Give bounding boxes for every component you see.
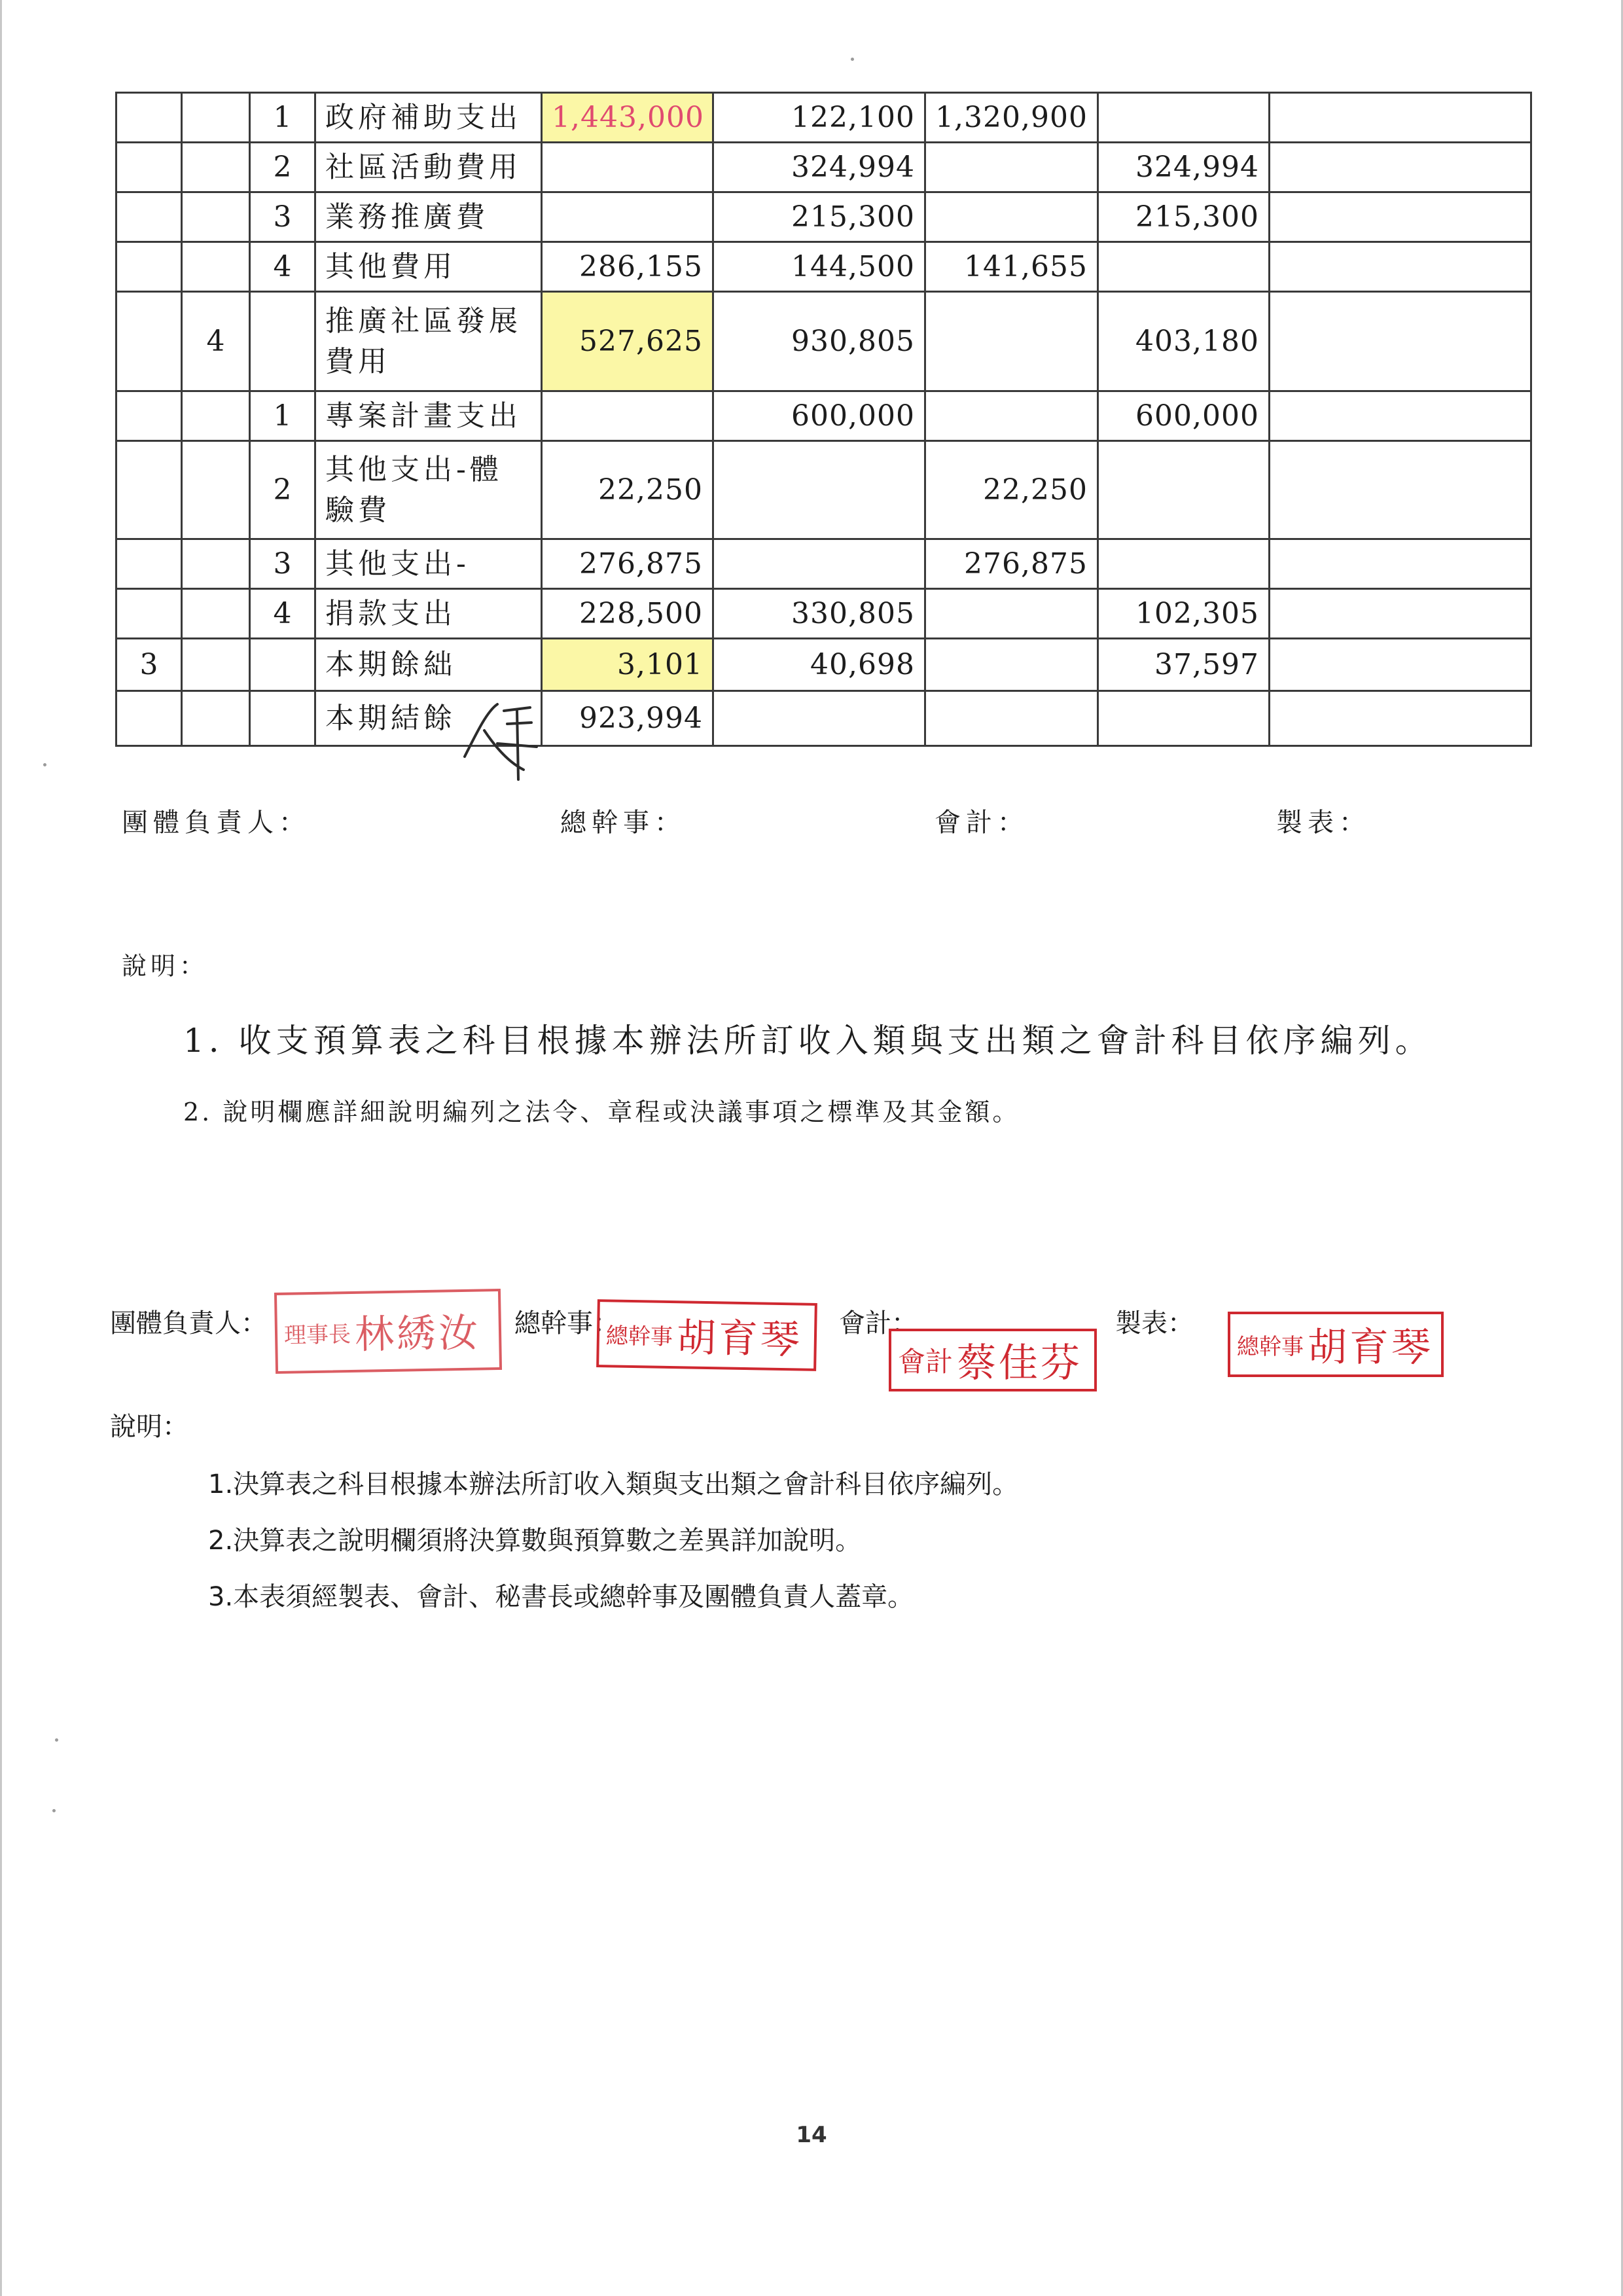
amount-cell-4	[1098, 242, 1270, 292]
amount-cell-1: 228,500	[542, 589, 713, 639]
note-1-item-2: 2. 說明欄應詳細說明編列之法令、章程或決議事項之標準及其金額。	[183, 1098, 1020, 1126]
notes-heading-2: 說明：	[110, 1412, 188, 1442]
note-2-item-2: 2.決算表之說明欄須將決算數與預算數之差異詳加說明。	[208, 1526, 862, 1556]
scan-speck	[52, 1809, 56, 1812]
stamp-name: 胡育琴	[676, 1315, 803, 1363]
level-2-cell	[182, 639, 250, 691]
stamp-role: 會計	[898, 1346, 954, 1378]
secretary-label-2: 總幹事：	[514, 1308, 619, 1338]
level-3-cell: 2	[250, 143, 315, 192]
secretary-label-1: 總幹事：	[560, 808, 686, 838]
remark-cell	[1270, 242, 1531, 292]
level-3-cell	[250, 639, 315, 691]
amount-cell-3: 141,655	[925, 242, 1098, 292]
remark-cell	[1270, 589, 1531, 639]
scan-speck	[55, 1738, 58, 1742]
note-2-item-1: 1.決算表之科目根據本辦法所訂收入類與支出類之會計科目依序編列。	[208, 1469, 1019, 1499]
table-row	[116, 391, 1531, 441]
scan-speck	[851, 58, 854, 61]
level-1-cell	[116, 143, 182, 192]
level-2-cell	[182, 539, 250, 589]
level-2-cell	[182, 143, 250, 192]
table-row	[116, 192, 1531, 242]
stamp-name: 胡育琴	[1308, 1325, 1433, 1371]
amount-cell-4	[1098, 93, 1270, 143]
remark-cell	[1270, 391, 1531, 441]
amount-cell-1: 22,250	[542, 441, 713, 539]
level-3-cell: 4	[250, 242, 315, 292]
amount-cell-1: 923,994	[542, 691, 713, 746]
amount-cell-3: 276,875	[925, 539, 1098, 589]
amount-cell-3	[925, 639, 1098, 691]
level-2-cell	[182, 589, 250, 639]
amount-cell-2: 324,994	[713, 143, 925, 192]
amount-cell-1: 276,875	[542, 539, 713, 589]
preparer-seal-stamp	[1228, 1312, 1444, 1377]
item-name-cell: 本期結餘	[315, 691, 542, 746]
stamp-name: 蔡佳芬	[957, 1340, 1083, 1386]
level-3-cell: 1	[250, 391, 315, 441]
table-row	[116, 539, 1531, 589]
table-row	[116, 93, 1531, 143]
amount-cell-1	[542, 143, 713, 192]
level-3-cell: 3	[250, 539, 315, 589]
level-1-cell	[116, 391, 182, 441]
table-row	[116, 242, 1531, 292]
amount-cell-1: 527,625	[542, 292, 713, 391]
table-row	[116, 639, 1531, 691]
stamp-name: 林綉汝	[354, 1310, 481, 1358]
amount-cell-1: 1,443,000	[542, 93, 713, 143]
amount-cell-4: 324,994	[1098, 143, 1270, 192]
level-2-cell	[182, 391, 250, 441]
level-3-cell: 1	[250, 93, 315, 143]
amount-cell-4	[1098, 441, 1270, 539]
amount-cell-3	[925, 691, 1098, 746]
level-1-cell: 3	[116, 639, 182, 691]
item-name-cell: 推廣社區發展費用	[315, 292, 542, 391]
table-row	[116, 441, 1531, 539]
amount-cell-3	[925, 143, 1098, 192]
level-1-cell	[116, 292, 182, 391]
level-3-cell: 2	[250, 441, 315, 539]
accountant-label-2: 會計：	[839, 1308, 918, 1338]
amount-cell-4	[1098, 539, 1270, 589]
level-1-cell	[116, 242, 182, 292]
level-1-cell	[116, 691, 182, 746]
table-row	[116, 691, 1531, 746]
remark-cell	[1270, 292, 1531, 391]
amount-cell-1	[542, 192, 713, 242]
accountant-seal-stamp	[889, 1329, 1097, 1391]
left-page-edge	[0, 0, 2, 2296]
accountant-label-1: 會計：	[935, 808, 1029, 838]
item-name-cell: 業務推廣費	[315, 192, 542, 242]
amount-cell-2: 215,300	[713, 192, 925, 242]
item-name-cell: 其他費用	[315, 242, 542, 292]
level-3-cell: 4	[250, 589, 315, 639]
level-1-cell	[116, 192, 182, 242]
remark-cell	[1270, 639, 1531, 691]
budget-table	[115, 92, 1532, 747]
item-name-cell: 政府補助支出	[315, 93, 542, 143]
amount-cell-4	[1098, 691, 1270, 746]
item-name-cell: 本期餘絀	[315, 639, 542, 691]
handwritten-mark	[458, 691, 543, 783]
amount-cell-2	[713, 539, 925, 589]
table-row	[116, 143, 1531, 192]
level-2-cell: 4	[182, 292, 250, 391]
level-2-cell	[182, 192, 250, 242]
item-name-cell: 社區活動費用	[315, 143, 542, 192]
amount-cell-3: 22,250	[925, 441, 1098, 539]
level-3-cell	[250, 292, 315, 391]
remark-cell	[1270, 192, 1531, 242]
amount-cell-3	[925, 292, 1098, 391]
stamp-role: 總幹事	[1237, 1333, 1304, 1360]
amount-cell-4: 403,180	[1098, 292, 1270, 391]
amount-cell-4: 102,305	[1098, 589, 1270, 639]
level-1-cell	[116, 93, 182, 143]
note-1-item-1: 1. 收支預算表之科目根據本辦法所訂收入類與支出類之會計科目依序編列。	[183, 1022, 1433, 1060]
table-row	[116, 292, 1531, 391]
page-number: 14	[796, 2122, 827, 2148]
amount-cell-2: 40,698	[713, 639, 925, 691]
item-name-cell: 其他支出-	[315, 539, 542, 589]
level-2-cell	[182, 242, 250, 292]
amount-cell-2	[713, 441, 925, 539]
remark-cell	[1270, 539, 1531, 589]
remark-cell	[1270, 691, 1531, 746]
amount-cell-2	[713, 691, 925, 746]
note-2-item-3: 3.本表須經製表、會計、秘書長或總幹事及團體負責人蓋章。	[208, 1582, 914, 1612]
amount-cell-1: 3,101	[542, 639, 713, 691]
scan-speck	[43, 763, 46, 766]
amount-cell-3	[925, 192, 1098, 242]
amount-cell-2: 600,000	[713, 391, 925, 441]
leader-label-1: 團體負責人：	[122, 808, 310, 838]
level-1-cell	[116, 441, 182, 539]
amount-cell-2: 930,805	[713, 292, 925, 391]
stamp-role: 理事長	[283, 1321, 351, 1349]
amount-cell-1: 286,155	[542, 242, 713, 292]
item-name-cell: 其他支出-體驗費	[315, 441, 542, 539]
amount-cell-4: 37,597	[1098, 639, 1270, 691]
notes-heading-1: 說明：	[122, 952, 209, 980]
amount-cell-2: 330,805	[713, 589, 925, 639]
level-3-cell: 3	[250, 192, 315, 242]
level-3-cell	[250, 691, 315, 746]
amount-cell-2: 122,100	[713, 93, 925, 143]
remark-cell	[1270, 93, 1531, 143]
level-1-cell	[116, 589, 182, 639]
amount-cell-1	[542, 391, 713, 441]
item-name-cell: 專案計畫支出	[315, 391, 542, 441]
remark-cell	[1270, 143, 1531, 192]
amount-cell-3	[925, 391, 1098, 441]
amount-cell-2: 144,500	[713, 242, 925, 292]
amount-cell-3	[925, 589, 1098, 639]
preparer-label-1: 製表：	[1276, 808, 1370, 838]
table-row	[116, 589, 1531, 639]
level-2-cell	[182, 441, 250, 539]
leader-seal-stamp	[274, 1289, 502, 1374]
secretary-seal-stamp	[596, 1299, 817, 1371]
level-2-cell	[182, 691, 250, 746]
amount-cell-4: 215,300	[1098, 192, 1270, 242]
level-2-cell	[182, 93, 250, 143]
amount-cell-3: 1,320,900	[925, 93, 1098, 143]
preparer-label-2: 製表：	[1115, 1308, 1194, 1338]
leader-label-2: 團體負責人：	[110, 1308, 267, 1338]
level-1-cell	[116, 539, 182, 589]
stamp-role: 總幹事	[605, 1322, 673, 1350]
amount-cell-4: 600,000	[1098, 391, 1270, 441]
item-name-cell: 捐款支出	[315, 589, 542, 639]
remark-cell	[1270, 441, 1531, 539]
